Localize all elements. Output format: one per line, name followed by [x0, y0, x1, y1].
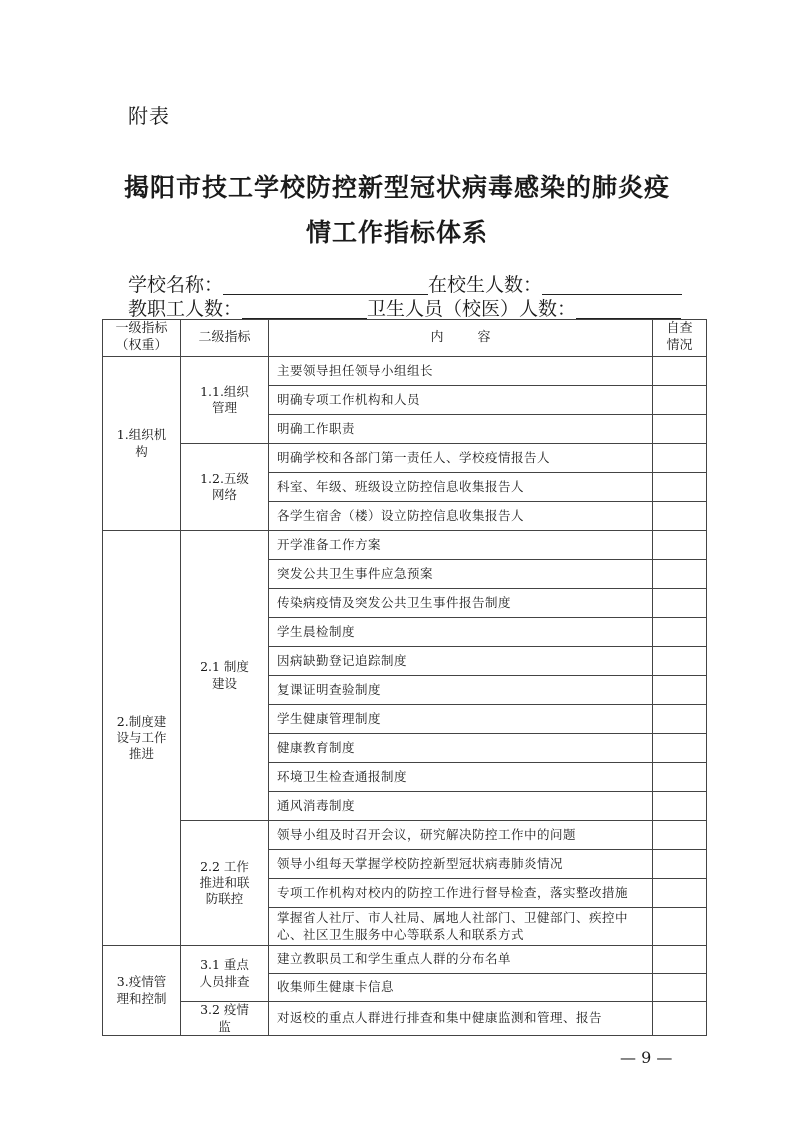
- self-check-cell[interactable]: [653, 473, 707, 502]
- self-check-cell[interactable]: [653, 705, 707, 734]
- self-check-cell[interactable]: [653, 763, 707, 792]
- content-cell: 收集师生健康卡信息: [269, 974, 653, 1002]
- content-cell: 健康教育制度: [269, 734, 653, 763]
- self-check-cell[interactable]: [653, 531, 707, 560]
- table-row: [103, 357, 707, 386]
- self-check-cell[interactable]: [653, 734, 707, 763]
- school-name-blank[interactable]: [223, 274, 428, 295]
- students-count-blank[interactable]: [542, 274, 682, 295]
- content-cell: 各学生宿舍（楼）设立防控信息收集报告人: [269, 502, 653, 531]
- annex-label: 附表: [128, 104, 170, 128]
- level2-indicator: 2.1 制度建设: [181, 531, 269, 821]
- level2-indicator: 2.2 工作推进和联防联控: [181, 821, 269, 946]
- self-check-cell[interactable]: [653, 560, 707, 589]
- level1-indicator: 3.疫情管理和控制: [103, 946, 181, 1036]
- self-check-cell[interactable]: [653, 946, 707, 974]
- self-check-cell[interactable]: [653, 415, 707, 444]
- form-row-2: [128, 294, 681, 321]
- staff-count-label: 教职工人数：: [128, 298, 243, 320]
- header-level2: 二级指标: [181, 320, 269, 357]
- page-number: — 9 —: [620, 1048, 673, 1067]
- students-count-label: 在校生人数：: [428, 274, 543, 296]
- level1-indicator: 2.制度建设与工作推进: [103, 531, 181, 946]
- content-cell: 通风消毒制度: [269, 792, 653, 821]
- content-cell: 复课证明查验制度: [269, 676, 653, 705]
- content-cell: 传染病疫情及突发公共卫生事件报告制度: [269, 589, 653, 618]
- self-check-cell[interactable]: [653, 974, 707, 1002]
- document-title-line-1: 揭阳市技工学校防控新型冠状病毒感染的肺炎疫: [123, 173, 670, 202]
- self-check-cell[interactable]: [653, 589, 707, 618]
- content-cell: 因病缺勤登记追踪制度: [269, 647, 653, 676]
- table-header-row: [103, 320, 707, 357]
- content-cell: 开学准备工作方案: [269, 531, 653, 560]
- content-cell: 明确学校和各部门第一责任人、学校疫情报告人: [269, 444, 653, 473]
- self-check-cell[interactable]: [653, 647, 707, 676]
- header-content: 内容: [269, 320, 653, 357]
- self-check-cell[interactable]: [653, 357, 707, 386]
- indicator-table: [102, 319, 707, 1036]
- self-check-cell[interactable]: [653, 618, 707, 647]
- self-check-cell[interactable]: [653, 792, 707, 821]
- content-cell: 突发公共卫生事件应急预案: [269, 560, 653, 589]
- content-cell: 科室、年级、班级设立防控信息收集报告人: [269, 473, 653, 502]
- level1-indicator: 1.组织机构: [103, 357, 181, 531]
- self-check-cell[interactable]: [653, 908, 707, 946]
- content-cell: 专项工作机构对校内的防控工作进行督导检查，落实整改措施: [269, 879, 653, 908]
- content-cell: 主要领导担任领导小组组长: [269, 357, 653, 386]
- self-check-cell[interactable]: [653, 386, 707, 415]
- self-check-cell[interactable]: [653, 879, 707, 908]
- table-row: [103, 1002, 707, 1036]
- table-row: [103, 821, 707, 850]
- header-self-check: 自查情况: [653, 320, 707, 357]
- form-row-1: [128, 270, 682, 297]
- content-cell: 学生晨检制度: [269, 618, 653, 647]
- content-cell: 环境卫生检查通报制度: [269, 763, 653, 792]
- health-staff-label: 卫生人员（校医）人数：: [367, 298, 577, 320]
- staff-count-blank[interactable]: [242, 298, 367, 319]
- document-title-line-2: 情工作指标体系: [305, 218, 488, 247]
- level2-indicator: 3.1 重点人员排查: [181, 946, 269, 1002]
- self-check-cell[interactable]: [653, 1002, 707, 1036]
- content-cell: 领导小组及时召开会议，研究解决防控工作中的问题: [269, 821, 653, 850]
- self-check-cell[interactable]: [653, 850, 707, 879]
- content-cell: 学生健康管理制度: [269, 705, 653, 734]
- content-cell: 对返校的重点人群进行排查和集中健康监测和管理、报告: [269, 1002, 653, 1036]
- content-cell: 建立教职员工和学生重点人群的分布名单: [269, 946, 653, 974]
- level2-indicator: 3.2 疫情监: [181, 1002, 269, 1036]
- level2-indicator: 1.2.五级网络: [181, 444, 269, 531]
- content-cell: 明确专项工作机构和人员: [269, 386, 653, 415]
- content-cell: 掌握省人社厅、市人社局、属地人社部门、卫健部门、疾控中心、社区卫生服务中心等联系人和联系方式: [269, 908, 653, 946]
- content-cell: 领导小组每天掌握学校防控新型冠状病毒肺炎情况: [269, 850, 653, 879]
- self-check-cell[interactable]: [653, 502, 707, 531]
- school-name-label: 学校名称：: [128, 274, 224, 296]
- level2-indicator: 1.1.组织管理: [181, 357, 269, 444]
- health-staff-blank[interactable]: [576, 298, 681, 319]
- self-check-cell[interactable]: [653, 821, 707, 850]
- self-check-cell[interactable]: [653, 676, 707, 705]
- self-check-cell[interactable]: [653, 444, 707, 473]
- table-row: [103, 946, 707, 974]
- table-row: [103, 444, 707, 473]
- table-row: [103, 531, 707, 560]
- content-cell: 明确工作职责: [269, 415, 653, 444]
- header-level1: 一级指标（权重）: [103, 320, 181, 357]
